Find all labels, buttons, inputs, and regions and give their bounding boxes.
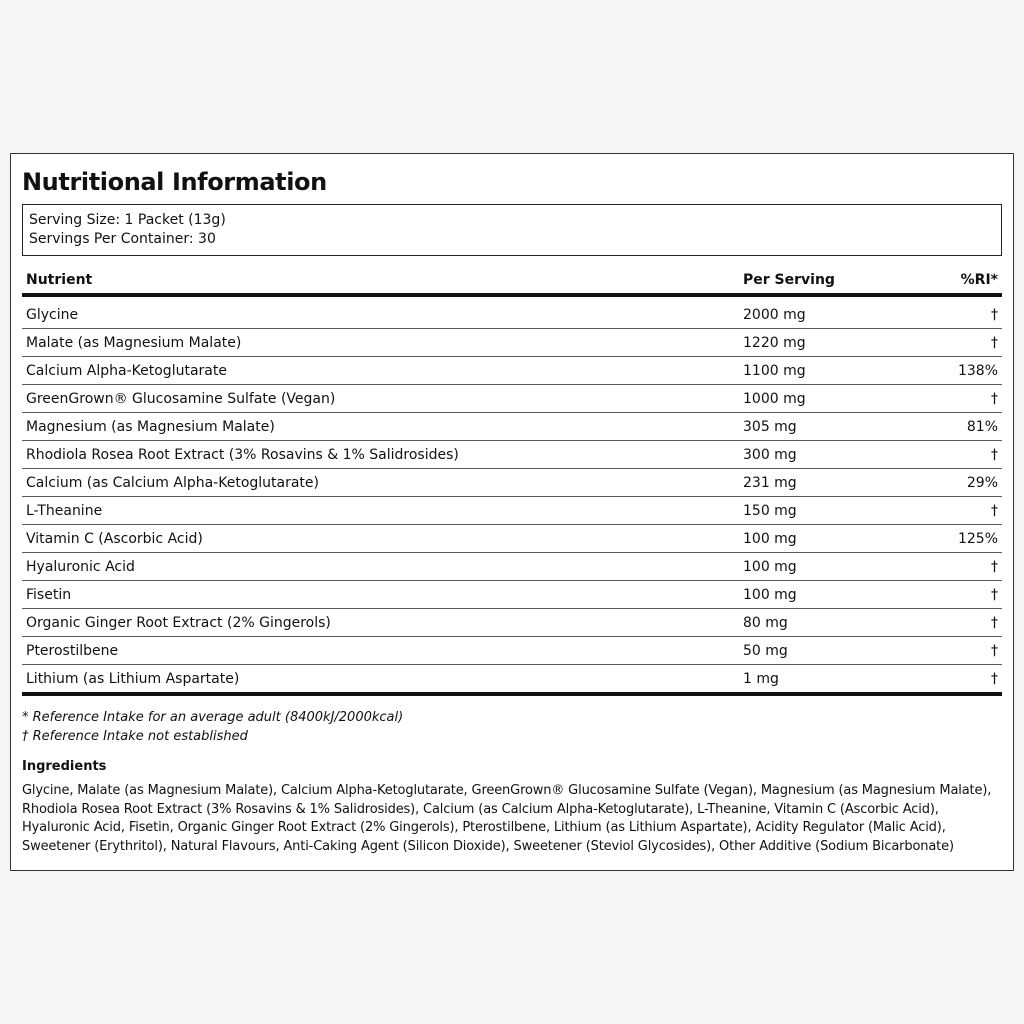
nutrient-ri: † bbox=[934, 553, 1002, 581]
servings-per-container: Servings Per Container: 30 bbox=[29, 231, 216, 247]
nutrient-ri: † bbox=[934, 385, 1002, 413]
nutrient-ri: 29% bbox=[934, 469, 1002, 497]
nutrient-ri: † bbox=[934, 329, 1002, 357]
nutrient-ri: 125% bbox=[934, 525, 1002, 553]
nutrient-amount: 1100 mg bbox=[739, 357, 934, 385]
table-row bbox=[22, 441, 1002, 469]
table-row bbox=[22, 469, 1002, 497]
nutrient-name: GreenGrown® Glucosamine Sulfate (Vegan) bbox=[22, 385, 739, 413]
nutrient-amount: 305 mg bbox=[739, 413, 934, 441]
table-row bbox=[22, 357, 1002, 385]
nutrient-name: Glycine bbox=[22, 295, 739, 329]
nutrient-name: Calcium Alpha-Ketoglutarate bbox=[22, 357, 739, 385]
footnotes bbox=[22, 708, 1002, 746]
table-row bbox=[22, 329, 1002, 357]
nutrient-amount: 1000 mg bbox=[739, 385, 934, 413]
nutrient-ri: † bbox=[934, 609, 1002, 637]
nutrient-name: Pterostilbene bbox=[22, 637, 739, 665]
footnote-reference-intake: * Reference Intake for an average adult (8400kJ/2000kcal) bbox=[22, 710, 404, 725]
table-header-row bbox=[22, 267, 1002, 295]
nutrient-amount: 100 mg bbox=[739, 553, 934, 581]
ingredients-heading: Ingredients bbox=[22, 759, 107, 774]
nutrient-name: Lithium (as Lithium Aspartate) bbox=[22, 665, 739, 695]
footnote-not-established: † Reference Intake not established bbox=[22, 729, 248, 744]
nutrient-name: Fisetin bbox=[22, 581, 739, 609]
nutrient-ri: † bbox=[934, 581, 1002, 609]
ingredients-list: Glycine, Malate (as Magnesium Malate), Calcium Alpha-Ketoglutarate, GreenGrown® Glucosamine Sulfate (Vegan), Magnesium (as Magnesium Malate), Rhodiola Rosea Root Extract (3% Rosavins & 1% Salidrosides), Calcium (as Calcium Alpha-Ketoglutarate), L-Theanine, Vitamin C (Ascorbic Acid), Hyaluronic Acid, Fisetin, Organic Ginger Root Extract (2% Gingerols), Pterostilbene, Lithium (as Lithium Aspartate), Acidity Regulator (Malic Acid), Sweetener (Erythritol), Natural Flavours, Anti-Caking Agent (Silicon Dioxide), Sweetener (Steviol Glycosides), Other Additive (Sodium Bicarbonate) bbox=[22, 783, 992, 854]
table-row bbox=[22, 295, 1002, 329]
nutrient-amount: 231 mg bbox=[739, 469, 934, 497]
nutrient-name: Hyaluronic Acid bbox=[22, 553, 739, 581]
nutrient-amount: 150 mg bbox=[739, 497, 934, 525]
nutrient-ri: † bbox=[934, 497, 1002, 525]
column-header-nutrient: Nutrient bbox=[22, 267, 739, 295]
table-row bbox=[22, 413, 1002, 441]
table-row bbox=[22, 665, 1002, 695]
nutrient-ri: 138% bbox=[934, 357, 1002, 385]
nutrient-name: Calcium (as Calcium Alpha-Ketoglutarate) bbox=[22, 469, 739, 497]
nutrient-name: Magnesium (as Magnesium Malate) bbox=[22, 413, 739, 441]
page-title: Nutritional Information bbox=[22, 168, 327, 196]
nutrient-name: Vitamin C (Ascorbic Acid) bbox=[22, 525, 739, 553]
nutrient-name: Organic Ginger Root Extract (2% Gingerols) bbox=[22, 609, 739, 637]
nutrient-ri: 81% bbox=[934, 413, 1002, 441]
table-row bbox=[22, 385, 1002, 413]
nutrient-amount: 2000 mg bbox=[739, 295, 934, 329]
serving-info-box bbox=[22, 204, 1002, 256]
nutrient-amount: 1 mg bbox=[739, 665, 934, 695]
table-row bbox=[22, 497, 1002, 525]
table-row bbox=[22, 553, 1002, 581]
table-row bbox=[22, 609, 1002, 637]
nutrient-amount: 1220 mg bbox=[739, 329, 934, 357]
nutrition-label-panel bbox=[10, 153, 1014, 871]
nutrient-name: Rhodiola Rosea Root Extract (3% Rosavins & 1% Salidrosides) bbox=[22, 441, 739, 469]
nutrient-name: L-Theanine bbox=[22, 497, 739, 525]
nutrient-amount: 100 mg bbox=[739, 525, 934, 553]
serving-size: Serving Size: 1 Packet (13g) bbox=[29, 212, 226, 228]
table-row bbox=[22, 637, 1002, 665]
nutrient-ri: † bbox=[934, 637, 1002, 665]
column-header-per-serving: Per Serving bbox=[739, 267, 934, 295]
nutrient-amount: 100 mg bbox=[739, 581, 934, 609]
table-row bbox=[22, 581, 1002, 609]
nutrient-amount: 50 mg bbox=[739, 637, 934, 665]
nutrient-ri: † bbox=[934, 441, 1002, 469]
nutrient-name: Malate (as Magnesium Malate) bbox=[22, 329, 739, 357]
nutrient-amount: 80 mg bbox=[739, 609, 934, 637]
nutrient-ri: † bbox=[934, 295, 1002, 329]
nutrient-table bbox=[22, 267, 1002, 696]
nutrient-ri: † bbox=[934, 665, 1002, 695]
column-header-ri: %RI* bbox=[934, 267, 1002, 295]
table-row bbox=[22, 525, 1002, 553]
nutrient-amount: 300 mg bbox=[739, 441, 934, 469]
